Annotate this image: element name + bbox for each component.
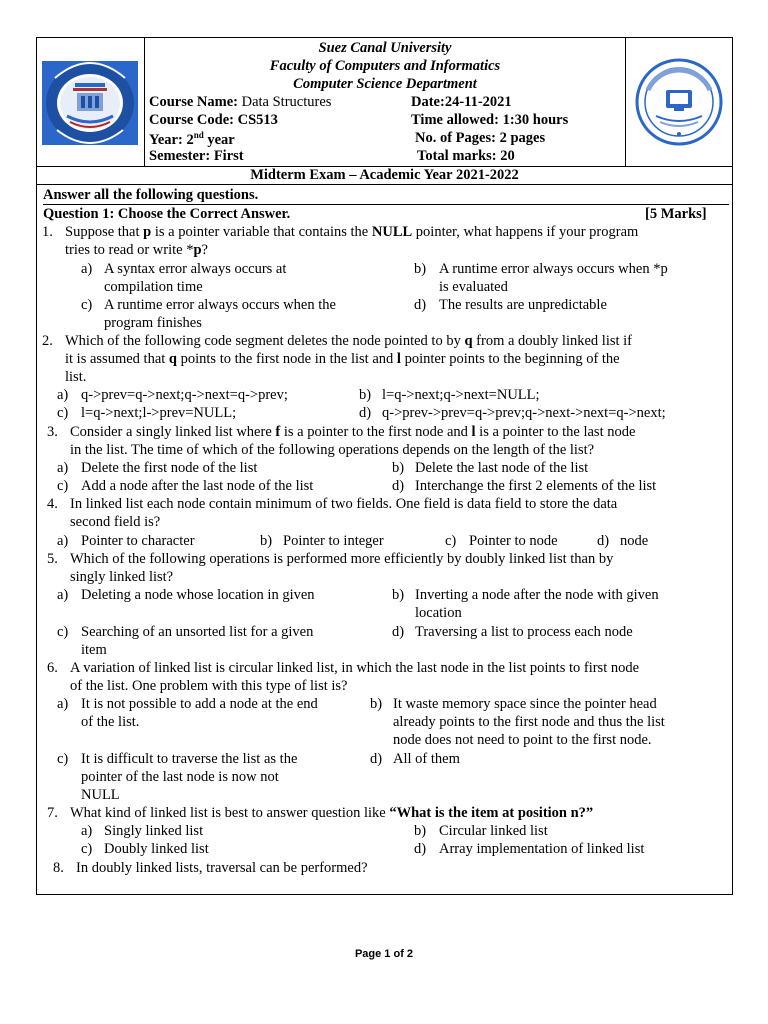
q2-stem-line2: it is assumed that q points to the first node in the list and l pointer points to the beginning of the xyxy=(65,351,620,367)
q6-option-a-cont: of the list. xyxy=(81,714,140,730)
semester-value: First xyxy=(213,148,244,164)
q4-stem-line2: second field is? xyxy=(70,514,161,530)
q1-stem-line2: tries to read or write *p? xyxy=(65,242,208,258)
q2-option-d: q->prev->prev=q->prev;q->next->next=q->next; xyxy=(382,405,666,421)
q4-option-d: node xyxy=(620,533,649,549)
q4-option-a-letter: a) xyxy=(57,533,69,549)
q1-option-a-letter: a) xyxy=(81,261,93,277)
q7-option-d-letter: d) xyxy=(414,841,427,857)
q7-option-d: Array implementation of linked list xyxy=(439,841,645,857)
q2-option-b: l=q->next;q->next=NULL; xyxy=(382,387,540,403)
university-name: Suez Canal University xyxy=(318,40,452,56)
course-code-label: Course Code: xyxy=(149,112,234,128)
q6-option-c-cont1: pointer of the last node is now not xyxy=(81,769,279,785)
q6-option-a-letter: a) xyxy=(57,696,69,712)
q2-stem-line1: Which of the following code segment deletes the node pointed to by q from a doubly linked list if xyxy=(65,333,633,349)
q5-option-a-letter: a) xyxy=(57,587,69,603)
q2-option-d-letter: d) xyxy=(359,405,372,421)
q5-option-d-letter: d) xyxy=(392,624,405,640)
q7-option-c: Doubly linked list xyxy=(104,841,209,857)
year-suffix: nd xyxy=(193,130,204,140)
q3-number: 3. xyxy=(47,424,58,440)
q1-option-c-letter: c) xyxy=(81,297,93,313)
q3-option-c-letter: c) xyxy=(57,478,69,494)
q4-option-d-letter: d) xyxy=(597,533,610,549)
pages-label: No. of Pages: xyxy=(415,130,496,146)
q6-option-d: All of them xyxy=(393,751,460,767)
q1-option-b-cont: is evaluated xyxy=(439,279,508,295)
q3-option-b-letter: b) xyxy=(392,460,405,476)
exam-header xyxy=(37,38,732,167)
suez-canal-university-logo xyxy=(37,38,144,166)
q2-option-b-letter: b) xyxy=(359,387,372,403)
q6-option-b-cont2: node does not need to point to the first node. xyxy=(393,732,652,748)
q6-option-d-letter: d) xyxy=(370,751,383,767)
q5-option-c-letter: c) xyxy=(57,624,69,640)
q1-option-c-cont: program finishes xyxy=(104,315,202,331)
semester-label: Semester: xyxy=(149,148,211,164)
q1-option-d-letter: d) xyxy=(414,297,427,313)
q8-number: 8. xyxy=(53,860,64,876)
q6-option-b: It waste memory space since the pointer head xyxy=(393,696,657,712)
department-name: Computer Science Department xyxy=(293,76,477,92)
q2-option-a-letter: a) xyxy=(57,387,69,403)
q2-option-c: l=q->next;l->prev=NULL; xyxy=(81,405,237,421)
q7-number: 7. xyxy=(47,805,58,821)
q6-option-c-letter: c) xyxy=(57,751,69,767)
q7-option-a: Singly linked list xyxy=(104,823,204,839)
q7-option-c-letter: c) xyxy=(81,841,93,857)
course-code-value: CS513 xyxy=(237,112,278,128)
year-label: Year: xyxy=(149,131,183,148)
time-value: 1:30 hours xyxy=(502,112,569,128)
year xyxy=(149,130,235,149)
date-label: Date: xyxy=(411,94,445,110)
pages-value: 2 pages xyxy=(499,130,546,146)
q7-option-a-letter: a) xyxy=(81,823,93,839)
date-value: 24-11-2021 xyxy=(444,94,512,110)
header-info xyxy=(145,38,625,166)
q2-option-a: q->prev=q->next;q->next=q->prev; xyxy=(81,387,288,403)
q5-option-b-letter: b) xyxy=(392,587,405,603)
exam-frame xyxy=(36,37,733,895)
q5-stem-line2: singly linked list? xyxy=(70,569,174,585)
q7-stem: What kind of linked list is best to answer question like “What is the item at position n?” xyxy=(70,805,594,821)
course-name-label: Course Name: xyxy=(149,94,238,110)
q6-stem-line2: of the list. One problem with this type of list is? xyxy=(70,678,348,694)
faculty-logo xyxy=(626,38,733,166)
q3-option-d: Interchange the first 2 elements of the list xyxy=(415,478,657,494)
q6-option-a: It is not possible to add a node at the end xyxy=(81,696,318,712)
q1-option-d: The results are unpredictable xyxy=(439,297,607,313)
q1-option-a-cont: compilation time xyxy=(104,279,203,295)
q4-option-c: Pointer to node xyxy=(469,533,558,549)
q3-stem-line1: Consider a singly linked list where f is a pointer to the first node and l is a pointer to the last node xyxy=(70,424,636,440)
q2-option-c-letter: c) xyxy=(57,405,69,421)
q1-option-b: A runtime error always occurs when *p xyxy=(439,261,668,277)
q4-number: 4. xyxy=(47,496,58,512)
q8-stem: In doubly linked lists, traversal can be performed? xyxy=(76,860,368,876)
total-marks xyxy=(417,148,515,165)
q5-number: 5. xyxy=(47,551,58,567)
q3-option-c: Add a node after the last node of the list xyxy=(81,478,314,494)
faculty-name: Faculty of Computers and Informatics xyxy=(269,58,501,74)
q4-option-b-letter: b) xyxy=(260,533,273,549)
exam-title: Midterm Exam – Academic Year 2021-2022 xyxy=(37,166,732,185)
time-allowed xyxy=(411,112,568,129)
q1-number: 1. xyxy=(42,224,53,240)
q3-option-b: Delete the last node of the list xyxy=(415,460,589,476)
q6-option-c: It is difficult to traverse the list as the xyxy=(81,751,298,767)
exam-date xyxy=(411,94,512,111)
q6-option-b-letter: b) xyxy=(370,696,383,712)
q4-stem-line1: In linked list each node contain minimum of two fields. One field is data field to store the data xyxy=(70,496,618,512)
q5-option-b-cont: location xyxy=(415,605,462,621)
q1-stem-line1: Suppose that p is a pointer variable that contains the NULL pointer, what happens if your program xyxy=(65,224,639,240)
course-name-value: Data Structures xyxy=(241,94,332,110)
q6-option-b-cont1: already points to the first node and thus the list xyxy=(393,714,665,730)
q5-option-c: Searching of an unsorted list for a given xyxy=(81,624,314,640)
marks-label: Total marks: xyxy=(417,148,497,164)
question1-title: Question 1: Choose the Correct Answer. xyxy=(43,206,291,222)
course-code xyxy=(149,112,278,129)
q3-stem-line2: in the list. The time of which of the following operations depends on the length of the list? xyxy=(70,442,595,458)
q1-option-c: A runtime error always occurs when the xyxy=(104,297,336,313)
semester xyxy=(149,148,244,165)
q5-option-a: Deleting a node whose location in given xyxy=(81,587,315,603)
q6-stem-line1: A variation of linked list is circular linked list, in which the last node in the list points to first node xyxy=(70,660,640,676)
q4-option-a: Pointer to character xyxy=(81,533,195,549)
q5-option-d: Traversing a list to process each node xyxy=(415,624,633,640)
q6-number: 6. xyxy=(47,660,58,676)
q7-option-b: Circular linked list xyxy=(439,823,548,839)
course-name xyxy=(149,94,331,111)
page-number: Page 1 of 2 xyxy=(354,948,414,960)
number-of-pages xyxy=(415,130,545,147)
q1-option-a: A syntax error always occurs at xyxy=(104,261,287,277)
year-word: year xyxy=(207,131,235,148)
q5-option-c-cont: item xyxy=(81,642,107,658)
time-label: Time allowed: xyxy=(411,112,499,128)
marks-value: 20 xyxy=(500,148,515,164)
faculty-logo-cell xyxy=(625,38,733,166)
q2-stem-line3: list. xyxy=(65,369,87,385)
q3-option-a: Delete the first node of the list xyxy=(81,460,258,476)
year-number: 2 xyxy=(186,131,194,148)
q4-option-b: Pointer to integer xyxy=(283,533,384,549)
question1-marks: [5 Marks] xyxy=(645,206,707,222)
q5-stem-line1: Which of the following operations is performed more efficiently by doubly linked list than by xyxy=(70,551,614,567)
q6-option-c-cont2: NULL xyxy=(81,787,120,803)
q3-option-d-letter: d) xyxy=(392,478,405,494)
university-logo-cell xyxy=(37,38,145,166)
q1-option-b-letter: b) xyxy=(414,261,427,277)
q7-option-b-letter: b) xyxy=(414,823,427,839)
q5-option-b: Inverting a node after the node with given xyxy=(415,587,659,603)
q3-option-a-letter: a) xyxy=(57,460,69,476)
instruction: Answer all the following questions. xyxy=(43,186,729,205)
q2-number: 2. xyxy=(42,333,53,349)
q4-option-c-letter: c) xyxy=(445,533,457,549)
